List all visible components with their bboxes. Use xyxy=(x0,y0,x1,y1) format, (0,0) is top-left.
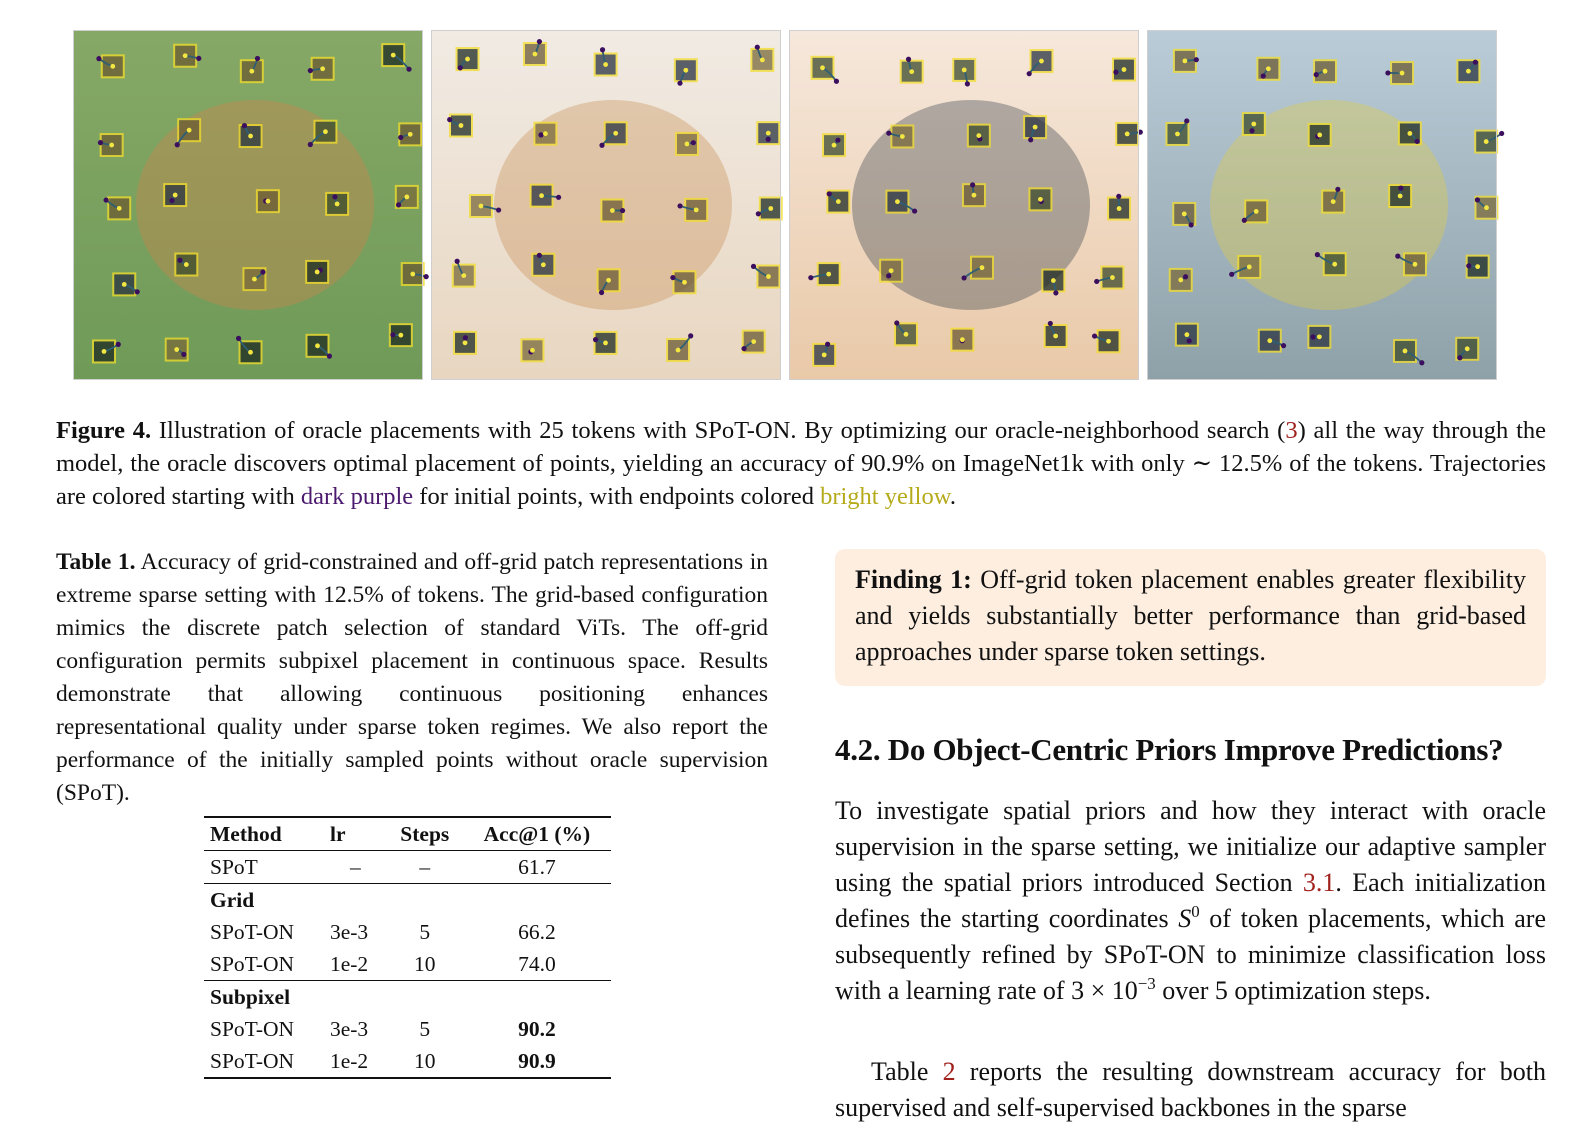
cell-steps: 10 xyxy=(387,948,463,981)
trajectory-start-point xyxy=(834,79,839,84)
trajectory-start-point xyxy=(496,207,501,212)
trajectory-start-point xyxy=(390,332,395,337)
trajectory-start-point xyxy=(677,81,682,86)
trajectory-end-point xyxy=(1400,71,1405,76)
trajectory-end-point xyxy=(766,274,771,279)
trajectory-start-point xyxy=(1457,355,1462,360)
figure-panel-2 xyxy=(431,30,782,380)
trajectory-start-point xyxy=(447,117,452,122)
trajectory-end-point xyxy=(1039,59,1044,64)
trajectory-start-point xyxy=(965,81,970,86)
trajectory-start-point xyxy=(886,131,891,136)
trajectory-end-point xyxy=(174,347,179,352)
cell-acc: 90.9 xyxy=(463,1045,611,1078)
trajectory-end-point xyxy=(184,262,189,267)
trajectory-start-point xyxy=(396,202,401,207)
cell-lr: 1e-2 xyxy=(324,1045,387,1078)
trajectory-start-point xyxy=(260,269,265,274)
trajectory-end-point xyxy=(248,350,253,355)
group-label-subpixel: Subpixel xyxy=(204,981,611,1014)
cell-steps: 5 xyxy=(387,1013,463,1045)
table-row xyxy=(204,948,611,981)
math-superscript-0: 0 xyxy=(1191,902,1199,921)
trajectory-start-point xyxy=(169,198,174,203)
cell-lr: 3e-3 xyxy=(324,1013,387,1045)
trajectory-start-point xyxy=(255,56,260,61)
table-label: Table 1. xyxy=(56,549,135,575)
trajectory-start-point xyxy=(1473,60,1478,65)
table-row xyxy=(204,1013,611,1045)
trajectory-start-point xyxy=(894,320,899,325)
trajectory-start-point xyxy=(970,182,975,187)
figure-panel-1 xyxy=(73,30,429,380)
cell-lr: 3e-3 xyxy=(324,916,387,948)
header-method: Method xyxy=(204,817,324,851)
header-acc: Acc@1 (%) xyxy=(463,817,611,851)
trajectory-end-point xyxy=(408,132,413,137)
trajectory-start-point xyxy=(1113,70,1118,75)
figure-4-panels xyxy=(73,30,1529,390)
trajectory-start-point xyxy=(599,143,604,148)
trajectory-end-point xyxy=(613,131,618,136)
trajectory-end-point xyxy=(972,193,977,198)
table-ref-link[interactable]: 2 xyxy=(943,1057,956,1086)
trajectory-start-point xyxy=(1310,334,1315,339)
p1-text-c: of token placements, which are subsequently refined by SPoT-ON to minimize classification loss with a learning rate of 3 × 10 xyxy=(835,904,1546,1005)
trajectory-end-point xyxy=(323,129,328,134)
caption-bright-yellow: bright yellow xyxy=(820,483,950,510)
cell-method: SPoT-ON xyxy=(204,1045,324,1078)
caption-text-2: ) all the way through the model, the oracle discovers optimal placement of points, yielding an accuracy of 90.9% on ImageNet1k with only ∼ 12.5% of the tokens. Trajectories are colored starting with xyxy=(56,417,1546,510)
trajectory-end-point xyxy=(1175,132,1180,137)
trajectory-end-point xyxy=(463,340,468,345)
trajectory-end-point xyxy=(610,208,615,213)
finding-label: Finding 1: xyxy=(855,565,972,594)
finding-text: Off-grid token placement enables greater flexibility and yields substantially better performance than grid-based approaches under sparse token settings. xyxy=(855,565,1526,666)
trajectory-end-point xyxy=(1254,209,1259,214)
trajectory-end-point xyxy=(465,57,470,62)
section-ref-link[interactable]: 3.1 xyxy=(1303,868,1336,897)
p1-text-b: . Each initialization defines the starting coordinates xyxy=(835,868,1546,933)
trajectory-end-point xyxy=(117,206,122,211)
trajectory-end-point xyxy=(335,202,340,207)
trajectory-end-point xyxy=(1317,334,1322,339)
trajectory-start-point xyxy=(537,39,542,44)
table-group-grid xyxy=(204,884,611,917)
trajectory-start-point xyxy=(406,67,411,72)
trajectory-end-point xyxy=(1178,277,1183,282)
trajectory-start-point xyxy=(1385,70,1390,75)
group-label-grid: Grid xyxy=(204,884,611,917)
trajectory-start-point xyxy=(458,65,463,70)
cell-acc: 61.7 xyxy=(463,851,611,884)
section-heading: 4.2. Do Object-Centric Priors Improve Predictions? xyxy=(835,732,1555,768)
trajectory-end-point xyxy=(1267,338,1272,343)
trajectory-start-point xyxy=(327,354,332,359)
cell-lr: 1e-2 xyxy=(324,948,387,981)
trajectory-start-point xyxy=(1281,343,1286,348)
trajectory-start-point xyxy=(1499,131,1504,136)
trajectory-start-point xyxy=(825,342,830,347)
cell-acc: 90.2 xyxy=(463,1013,611,1045)
trajectory-end-point xyxy=(900,134,905,139)
trajectory-end-point xyxy=(976,133,981,138)
trajectory-start-point xyxy=(1249,128,1254,133)
trajectory-end-point xyxy=(530,348,535,353)
cell-method: SPoT-ON xyxy=(204,916,324,948)
trajectory-start-point xyxy=(1092,333,1097,338)
trajectory-end-point xyxy=(249,69,254,74)
trajectory-end-point xyxy=(682,280,687,285)
cell-method: SPoT xyxy=(204,851,324,884)
trajectory-end-point xyxy=(962,68,967,73)
table-row xyxy=(204,1045,611,1078)
trajectory-start-point xyxy=(599,290,604,295)
trajectory-start-point xyxy=(688,333,693,338)
trajectory-end-point xyxy=(459,123,464,128)
trajectory-start-point xyxy=(593,337,598,342)
trajectory-end-point xyxy=(1484,139,1489,144)
trajectory-end-point xyxy=(822,352,827,357)
table-caption-text: Accuracy of grid-constrained and off-grid patch representations in extreme sparse setting with 12.5% of tokens. The grid-based configuration mimics the discrete patch selection of standard ViTs. The off-grid configuration permits subpixel placement in continuous space. Results demonstrate that allowing continuous positioning enhances representational quality under sparse token regimes. We also report the performance of the initially sampled points without oracle supervision (SPoT). xyxy=(56,549,768,806)
trajectory-start-point xyxy=(177,258,182,263)
trajectory-start-point xyxy=(116,342,121,347)
math-exponent: −3 xyxy=(1138,974,1156,993)
trajectory-end-point xyxy=(248,134,253,139)
body-paragraph-1 xyxy=(835,793,1546,1009)
trajectory-end-point xyxy=(533,52,538,57)
trajectory-start-point xyxy=(755,45,760,50)
trajectory-end-point xyxy=(410,272,415,277)
header-steps: Steps xyxy=(387,817,463,851)
trajectory-end-point xyxy=(1122,67,1127,72)
trajectory-end-point xyxy=(820,65,825,70)
trajectory-end-point xyxy=(826,272,831,277)
trajectory-start-point xyxy=(175,142,180,147)
trajectory-end-point xyxy=(1051,278,1056,283)
trajectory-end-point xyxy=(895,199,900,204)
trajectory-start-point xyxy=(766,137,771,142)
body-paragraph-2 xyxy=(835,1054,1546,1126)
trajectory-end-point xyxy=(315,343,320,348)
trajectory-end-point xyxy=(266,199,271,204)
trajectory-start-point xyxy=(1048,321,1053,326)
cell-method: SPoT-ON xyxy=(204,1013,324,1045)
table-row xyxy=(204,851,611,884)
trajectory-start-point xyxy=(670,275,675,280)
trajectory-start-point xyxy=(196,56,201,61)
trajectory-start-point xyxy=(1229,272,1234,277)
trajectory-start-point xyxy=(1466,263,1471,268)
trajectory-start-point xyxy=(236,336,241,341)
trajectory-start-point xyxy=(424,274,429,279)
cell-lr: – xyxy=(324,851,387,884)
trajectory-end-point xyxy=(1110,275,1115,280)
trajectory-start-point xyxy=(1398,186,1403,191)
trajectory-start-point xyxy=(104,197,109,202)
trajectory-end-point xyxy=(183,53,188,58)
trajectory-end-point xyxy=(980,265,985,270)
trajectory-start-point xyxy=(1184,118,1189,123)
trajectory-end-point xyxy=(603,341,608,346)
trajectory-end-point xyxy=(315,270,320,275)
trajectory-end-point xyxy=(909,69,914,74)
trajectory-start-point xyxy=(1189,222,1194,227)
trajectory-start-point xyxy=(751,264,756,269)
trajectory-start-point xyxy=(537,253,542,258)
trajectory-end-point xyxy=(960,337,965,342)
trajectory-start-point xyxy=(1053,290,1058,295)
trajectory-start-point xyxy=(1419,360,1424,365)
trajectory-end-point xyxy=(187,128,192,133)
trajectory-end-point xyxy=(766,131,771,136)
trajectory-end-point xyxy=(1183,58,1188,63)
trajectory-start-point xyxy=(308,142,313,147)
results-table xyxy=(204,816,611,1079)
trajectory-end-point xyxy=(1106,339,1111,344)
trajectory-end-point xyxy=(1407,131,1412,136)
trajectory-end-point xyxy=(889,268,894,273)
trajectory-start-point xyxy=(1116,194,1121,199)
trajectory-end-point xyxy=(676,348,681,353)
caption-text-4: . xyxy=(950,483,956,510)
trajectory-start-point xyxy=(455,259,460,264)
trajectory-start-point xyxy=(1335,187,1340,192)
figure-label: Figure 4. xyxy=(56,417,151,444)
trajectory-end-point xyxy=(1466,69,1471,74)
trajectory-start-point xyxy=(556,195,561,200)
table-caption xyxy=(56,546,768,810)
equation-ref-link[interactable]: 3 xyxy=(1285,417,1297,444)
cell-steps: 5 xyxy=(387,916,463,948)
p2-text-b: reports the resulting downstream accuracy for both supervised and self-supervised backbones in the sparse xyxy=(835,1057,1546,1122)
figure-caption xyxy=(56,414,1546,513)
cell-steps: – xyxy=(387,851,463,884)
trajectory-end-point xyxy=(1331,199,1336,204)
trajectory-start-point xyxy=(308,68,313,73)
trajectory-end-point xyxy=(1053,334,1058,339)
trajectory-end-point xyxy=(1484,205,1489,210)
trajectory-start-point xyxy=(741,346,746,351)
trajectory-end-point xyxy=(102,349,107,354)
trajectory-start-point xyxy=(1094,279,1099,284)
trajectory-start-point xyxy=(808,275,813,280)
table-header-row xyxy=(204,817,611,851)
table-group-subpixel xyxy=(204,981,611,1014)
cell-acc: 74.0 xyxy=(463,948,611,981)
trajectory-end-point xyxy=(683,68,688,73)
trajectory-start-point xyxy=(1261,73,1266,78)
trajectory-start-point xyxy=(756,211,761,216)
trajectory-end-point xyxy=(603,62,608,67)
trajectory-end-point xyxy=(1182,212,1187,217)
trajectory-end-point xyxy=(1398,194,1403,199)
trajectory-start-point xyxy=(620,208,625,213)
trajectory-end-point xyxy=(1317,133,1322,138)
trajectory-end-point xyxy=(1038,197,1043,202)
cell-steps: 10 xyxy=(387,1045,463,1078)
trajectory-end-point xyxy=(685,142,690,147)
trajectory-start-point xyxy=(1315,252,1320,257)
caption-text-1: Illustration of oracle placements with 25 tokens with SPoT-ON. By optimizing our oracle-neighborhood search ( xyxy=(151,417,1285,444)
trajectory-start-point xyxy=(912,208,917,213)
finding-box xyxy=(835,549,1546,686)
trajectory-end-point xyxy=(1413,262,1418,267)
trajectory-end-point xyxy=(1117,206,1122,211)
trajectory-end-point xyxy=(832,143,837,148)
p2-text-a: Table xyxy=(871,1057,943,1086)
trajectory-start-point xyxy=(600,47,605,52)
trajectory-start-point xyxy=(96,56,101,61)
trajectory-start-point xyxy=(827,191,832,196)
trajectory-start-point xyxy=(1475,197,1480,202)
table-row xyxy=(204,916,611,948)
trajectory-end-point xyxy=(391,53,396,58)
trajectory-start-point xyxy=(1028,137,1033,142)
trajectory-start-point xyxy=(691,140,696,145)
trajectory-end-point xyxy=(543,131,548,136)
header-lr: lr xyxy=(324,817,387,851)
trajectory-start-point xyxy=(1314,72,1319,77)
figure-panel-4 xyxy=(1147,30,1504,380)
trajectory-start-point xyxy=(1194,57,1199,62)
trajectory-start-point xyxy=(1027,71,1032,76)
trajectory-end-point xyxy=(173,193,178,198)
caption-text-3: for initial points, with endpoints colored xyxy=(413,483,820,510)
trajectory-start-point xyxy=(538,132,543,137)
trajectory-end-point xyxy=(1475,264,1480,269)
trajectory-end-point xyxy=(479,204,484,209)
trajectory-start-point xyxy=(906,57,911,62)
trajectory-end-point xyxy=(539,193,544,198)
trajectory-start-point xyxy=(242,123,247,128)
trajectory-start-point xyxy=(1187,338,1192,343)
trajectory-start-point xyxy=(398,135,403,140)
trajectory-start-point xyxy=(181,352,186,357)
trajectory-start-point xyxy=(98,140,103,145)
trajectory-start-point xyxy=(1414,139,1419,144)
trajectory-start-point xyxy=(1242,218,1247,223)
trajectory-end-point xyxy=(110,64,115,69)
math-symbol-s: S xyxy=(1178,904,1191,933)
trajectory-end-point xyxy=(109,143,114,148)
trajectory-end-point xyxy=(1323,69,1328,74)
trajectory-start-point xyxy=(961,275,966,280)
trajectory-start-point xyxy=(1395,254,1400,259)
trajectory-end-point xyxy=(606,278,611,283)
trajectory-end-point xyxy=(404,195,409,200)
trajectory-start-point xyxy=(886,273,891,278)
trajectory-end-point xyxy=(694,207,699,212)
trajectory-start-point xyxy=(677,203,682,208)
trajectory-end-point xyxy=(1332,262,1337,267)
figure-panel-3 xyxy=(789,30,1143,380)
p1-text-a: To investigate spatial priors and how they interact with oracle supervision in the sparse setting, we initialize our adaptive sampler using the spatial priors introduced Section xyxy=(835,796,1546,897)
trajectory-start-point xyxy=(1183,274,1188,279)
caption-dark-purple: dark purple xyxy=(301,483,413,510)
trajectory-end-point xyxy=(252,277,257,282)
trajectory-end-point xyxy=(760,57,765,62)
trajectory-end-point xyxy=(398,333,403,338)
trajectory-end-point xyxy=(320,66,325,71)
trajectory-start-point xyxy=(835,138,840,143)
trajectory-end-point xyxy=(1033,125,1038,130)
trajectory-end-point xyxy=(1465,346,1470,351)
trajectory-end-point xyxy=(122,282,127,287)
trajectory-end-point xyxy=(1251,122,1256,127)
trajectory-end-point xyxy=(836,199,841,204)
cell-method: SPoT-ON xyxy=(204,948,324,981)
trajectory-start-point xyxy=(332,194,337,199)
trajectory-end-point xyxy=(1247,265,1252,270)
trajectory-end-point xyxy=(751,339,756,344)
trajectory-end-point xyxy=(904,332,909,337)
cell-acc: 66.2 xyxy=(463,916,611,948)
p1-text-d: over 5 optimization steps. xyxy=(1156,976,1431,1005)
trajectory-start-point xyxy=(463,335,468,340)
trajectory-end-point xyxy=(1266,66,1271,71)
trajectory-end-point xyxy=(768,206,773,211)
figure-4 xyxy=(73,30,1529,390)
trajectory-end-point xyxy=(461,273,466,278)
trajectory-end-point xyxy=(1184,332,1189,337)
trajectory-end-point xyxy=(541,262,546,267)
trajectory-end-point xyxy=(1125,131,1130,136)
trajectory-start-point xyxy=(135,289,140,294)
trajectory-end-point xyxy=(1403,349,1408,354)
